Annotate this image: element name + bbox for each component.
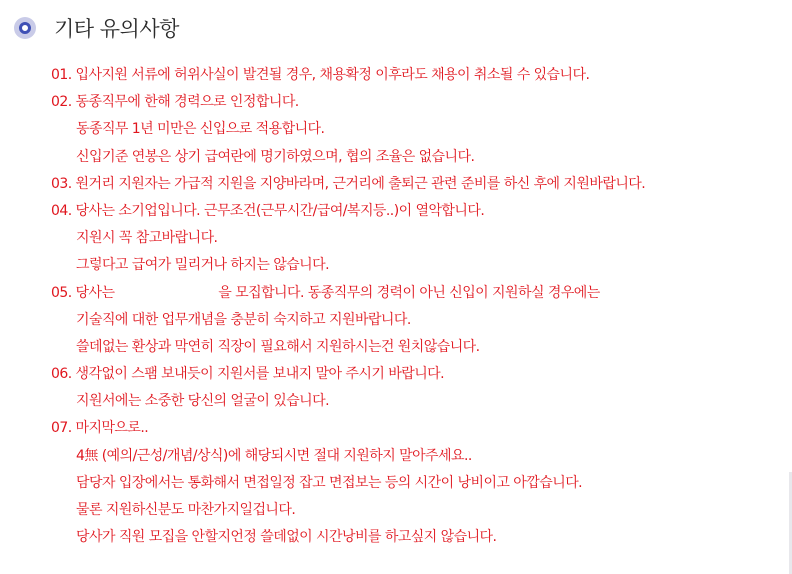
note-line: 03. 원거리 지원자는 가급적 지원을 지양바라며, 근거리에 출퇴근 관련 준비를 하신 후에 지원바랍니다.: [51, 175, 646, 192]
note-line: 02. 동종직무에 한해 경력으로 인정합니다.: [51, 94, 299, 111]
note-line: 쓸데없는 환상과 막연히 직장이 필요해서 지원하시는건 원치않습니다.: [76, 338, 480, 355]
note-line-redacted: [51, 280, 789, 307]
notes-list: [51, 62, 789, 551]
note-line: 물론 지원하신분도 마찬가지일겁니다.: [76, 502, 296, 518]
note-text-before: 05. 당사는: [51, 284, 115, 301]
circle-bullet-icon: [14, 17, 36, 39]
note-line: 그렇다고 급여가 밀리거나 하지는 않습니다.: [76, 257, 330, 274]
note-line: 06. 생각없이 스팸 보내듯이 지원서를 보내지 말아 주시기 바랍니다.: [51, 366, 445, 383]
note-line: 신입기준 연봉은 상기 급여란에 명기하였으며, 협의 조율은 없습니다.: [76, 148, 475, 165]
redacted-area: [118, 287, 214, 299]
note-line: 04. 당사는 소기업입니다. 근무조건(근무시간/급여/복지등..)이 열악합니다.: [51, 202, 485, 219]
note-line: 지원시 꼭 참고바랍니다.: [76, 230, 218, 247]
note-line: 기술직에 대한 업무개념을 충분히 숙지하고 지원바랍니다.: [76, 311, 411, 328]
note-line: 당사가 직원 모집을 안할지언정 쓸데없이 시간낭비를 하고싶지 않습니다.: [76, 529, 497, 546]
section-title: 기타 유의사항: [54, 17, 179, 41]
note-line: 01. 입사지원 서류에 허위사실이 발견될 경우, 채용확정 이후라도 채용이 취소될 수 있습니다.: [51, 67, 590, 83]
note-line: 담당자 입장에서는 통화해서 면접일정 잡고 면접보는 등의 시간이 낭비이고 아깝습니다.: [76, 474, 583, 491]
note-text-after: 을 모집합니다. 동종직무의 경력이 아닌 신입이 지원하실 경우에는: [218, 284, 600, 301]
note-line: 07. 마지막으로..: [51, 420, 149, 437]
note-line: 4無 (예의/근성/개념/상식)에 해당되시면 절대 지원하지 말아주세요..: [76, 447, 472, 464]
note-line: 지원서에는 소중한 당신의 얼굴이 있습니다.: [76, 393, 330, 410]
section-header: [14, 12, 179, 44]
note-line: 동종직무 1년 미만은 신입으로 적용합니다.: [76, 121, 325, 138]
